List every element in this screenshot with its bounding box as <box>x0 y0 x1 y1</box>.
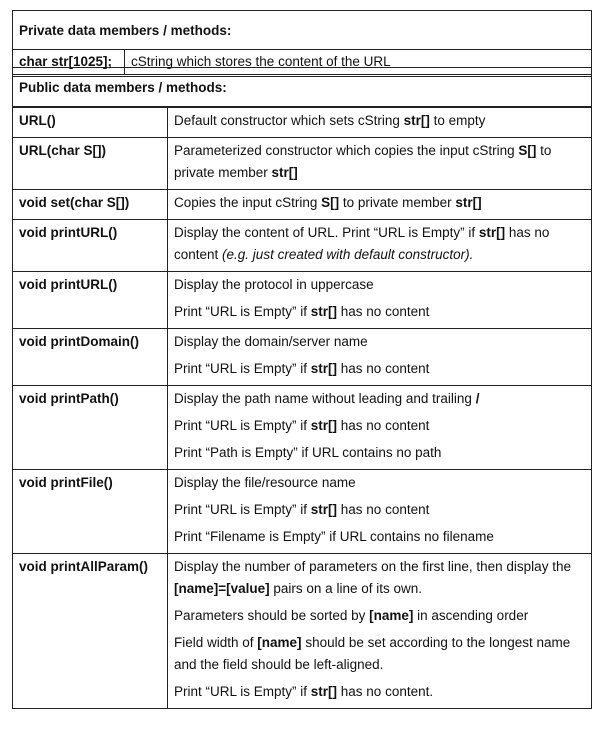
description-line <box>174 526 585 548</box>
method-description <box>168 470 592 554</box>
text-segment: Field width of <box>174 635 258 650</box>
description-line <box>174 358 585 380</box>
method-description <box>168 386 592 470</box>
text-segment: has no content <box>337 304 430 319</box>
method-description <box>168 272 592 329</box>
method-signature: void printPath() <box>13 386 168 470</box>
description-line <box>174 442 585 464</box>
code-term: [name] <box>257 635 302 650</box>
text-segment: Print “URL is Empty” if <box>174 684 311 699</box>
method-description <box>168 554 592 709</box>
text-segment: Print “Filename is Empty” if URL contains no filename <box>174 529 494 544</box>
text-segment: Default constructor which sets cString <box>174 113 404 128</box>
text-segment: Display the number of parameters on the first line, then display the <box>174 559 571 574</box>
text-segment: Parameterized constructor which copies the input cString <box>174 143 519 158</box>
code-term: [name]=[value] <box>174 581 270 596</box>
description-line <box>174 140 585 184</box>
text-segment: in ascending order <box>413 608 529 623</box>
description-line <box>174 331 585 353</box>
description-line <box>174 388 585 410</box>
description-line <box>174 110 585 132</box>
public-members-table <box>12 67 592 709</box>
code-term: str[] <box>310 304 338 319</box>
description-line <box>174 222 585 266</box>
method-signature: void printURL() <box>13 272 168 329</box>
code-term: str[] <box>310 418 338 433</box>
text-segment: pairs on a line of its own. <box>269 581 422 596</box>
description-line <box>174 681 585 703</box>
private-member-name: char str[1025]; <box>13 50 125 76</box>
method-signature: URL() <box>13 107 168 138</box>
method-description <box>168 190 592 220</box>
note-text: (e.g. just created with default constructor). <box>222 247 474 262</box>
method-row <box>13 470 592 554</box>
text-segment: Print “Path is Empty” if URL contains no path <box>174 445 442 460</box>
method-signature: URL(char S[]) <box>13 138 168 190</box>
code-term: str[] <box>271 165 298 180</box>
description-line <box>174 301 585 323</box>
text-segment: Display the content of URL. Print “URL is Empty” if <box>174 225 479 240</box>
code-term: str[] <box>403 113 430 128</box>
code-term: str[] <box>310 684 338 699</box>
method-description <box>168 107 592 138</box>
text-segment: has no content <box>337 361 430 376</box>
code-term: str[] <box>455 195 482 210</box>
description-line <box>174 415 585 437</box>
method-signature: void printFile() <box>13 470 168 554</box>
text-segment: Display the path name without leading and trailing <box>174 391 476 406</box>
method-signature: void printURL() <box>13 220 168 272</box>
description-line <box>174 632 585 676</box>
text-segment: has no content <box>337 418 430 433</box>
method-row <box>13 272 592 329</box>
description-line <box>174 192 585 214</box>
description-line <box>174 274 585 296</box>
code-term: str[] <box>310 502 338 517</box>
description-line <box>174 556 585 600</box>
text-segment: Print “URL is Empty” if <box>174 418 311 433</box>
method-signature: void printDomain() <box>13 329 168 386</box>
code-term: S[] <box>321 195 340 210</box>
text-segment: should be set according to the longest name and the field should be left-aligned. <box>174 635 571 672</box>
description-line <box>174 499 585 521</box>
text-segment: to private member <box>174 143 552 180</box>
text-segment: Parameters should be sorted by <box>174 608 370 623</box>
text-segment: Print “URL is Empty” if <box>174 502 311 517</box>
text-segment: has no content <box>337 502 430 517</box>
method-row <box>13 190 592 220</box>
description-line <box>174 605 585 627</box>
text-segment: to empty <box>429 113 486 128</box>
text-segment: Copies the input cString <box>174 195 322 210</box>
text-segment: Display the protocol in uppercase <box>174 277 374 292</box>
private-section-header: Private data members / methods: <box>13 11 592 50</box>
method-row <box>13 220 592 272</box>
method-row <box>13 138 592 190</box>
method-row <box>13 554 592 709</box>
method-signature: void set(char S[]) <box>13 190 168 220</box>
text-segment: Display the domain/server name <box>174 334 368 349</box>
method-description <box>168 329 592 386</box>
method-signature: void printAllParam() <box>13 554 168 709</box>
method-row <box>13 329 592 386</box>
text-segment: Print “URL is Empty” if <box>174 361 311 376</box>
method-row <box>13 107 592 138</box>
text-segment: Display the file/resource name <box>174 475 356 490</box>
text-segment: has no content. <box>337 684 434 699</box>
code-term: [name] <box>369 608 414 623</box>
public-section-header: Public data members / methods: <box>13 68 592 108</box>
method-row <box>13 386 592 470</box>
code-term: / <box>475 391 480 406</box>
text-segment: to private member <box>339 195 456 210</box>
method-description <box>168 220 592 272</box>
code-term: str[] <box>478 225 506 240</box>
code-term: S[] <box>518 143 537 158</box>
text-segment: Print “URL is Empty” if <box>174 304 311 319</box>
private-member-description: cString which stores the content of the URL <box>125 50 592 76</box>
method-description <box>168 138 592 190</box>
description-line <box>174 472 585 494</box>
code-term: str[] <box>310 361 338 376</box>
text-segment: has no content <box>174 225 550 262</box>
